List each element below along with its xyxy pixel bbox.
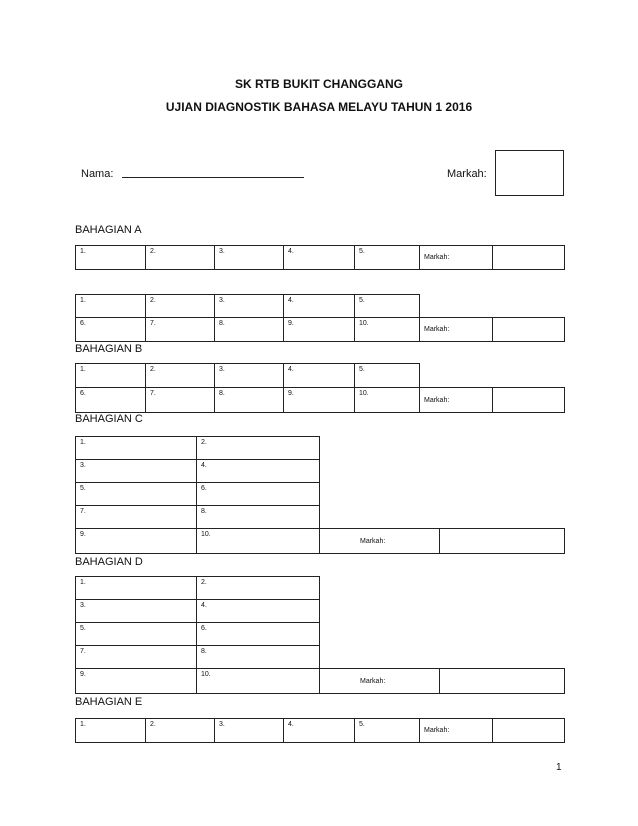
answer-cell[interactable]: 7. — [76, 506, 197, 529]
exam-title: UJIAN DIAGNOSTIK BAHASA MELAYU TAHUN 1 2016 — [165, 100, 473, 114]
answer-cell[interactable]: 4. — [284, 364, 355, 388]
section-mark-box[interactable] — [493, 719, 565, 743]
answer-cell[interactable]: 4. — [284, 246, 355, 270]
answer-cell[interactable]: 8. — [197, 506, 320, 529]
answer-cell[interactable]: 2. — [146, 295, 215, 318]
answer-cell[interactable]: 8. — [215, 388, 284, 413]
answer-cell[interactable]: 1. — [76, 577, 197, 600]
answer-cell[interactable]: 5. — [355, 295, 420, 318]
section-mark-label: Markah: — [420, 388, 493, 413]
answer-cell[interactable]: 8. — [215, 318, 284, 342]
section-d-table — [75, 576, 565, 694]
answer-cell[interactable]: 3. — [76, 600, 197, 623]
answer-cell[interactable]: 10. — [355, 388, 420, 413]
answer-cell[interactable]: 9. — [284, 318, 355, 342]
answer-cell[interactable]: 1. — [76, 364, 146, 388]
answer-cell[interactable]: 3. — [215, 719, 284, 743]
answer-cell[interactable]: 5. — [76, 623, 197, 646]
answer-cell[interactable]: 5. — [76, 483, 197, 506]
answer-cell[interactable]: 4. — [197, 600, 320, 623]
answer-cell[interactable]: 5. — [355, 246, 420, 270]
section-a-table — [75, 245, 565, 270]
page-number: 1 — [556, 762, 562, 773]
total-mark-label: Markah: — [447, 168, 487, 180]
section-mark-box[interactable] — [440, 529, 565, 554]
answer-cell[interactable]: 2. — [146, 719, 215, 743]
answer-cell[interactable]: 6. — [76, 318, 146, 342]
answer-cell[interactable]: 2. — [197, 437, 320, 460]
section-e-table — [75, 718, 565, 743]
answer-cell[interactable]: 8. — [197, 646, 320, 669]
answer-cell[interactable]: 3. — [76, 460, 197, 483]
answer-cell[interactable]: 5. — [355, 364, 420, 388]
section-mark-box[interactable] — [493, 246, 565, 270]
answer-cell[interactable]: 5. — [355, 719, 420, 743]
section-d-heading: BAHAGIAN D — [75, 556, 143, 568]
answer-cell[interactable]: 10. — [197, 529, 320, 554]
section-mark-label: Markah: — [420, 318, 493, 342]
section-b-heading: BAHAGIAN B — [75, 343, 143, 355]
answer-cell[interactable]: 10. — [197, 669, 320, 694]
name-line[interactable] — [122, 177, 304, 178]
answer-cell[interactable]: 9. — [284, 388, 355, 413]
section-mark-box[interactable] — [440, 669, 565, 694]
answer-cell[interactable]: 2. — [146, 246, 215, 270]
answer-cell[interactable]: 6. — [76, 388, 146, 413]
name-label: Nama: — [81, 168, 114, 180]
answer-cell[interactable]: 10. — [355, 318, 420, 342]
answer-cell[interactable]: 7. — [146, 388, 215, 413]
section-mark-label: Markah: — [320, 669, 440, 694]
answer-cell[interactable]: 9. — [76, 669, 197, 694]
answer-cell[interactable]: 6. — [197, 483, 320, 506]
answer-cell[interactable]: 3. — [215, 246, 284, 270]
answer-cell[interactable]: 6. — [197, 623, 320, 646]
section-mark-label: Markah: — [420, 719, 493, 743]
section-c-table — [75, 436, 565, 554]
section-mark-label: Markah: — [320, 529, 440, 554]
answer-cell[interactable]: 7. — [76, 646, 197, 669]
section-b-table — [75, 363, 565, 413]
total-mark-box[interactable] — [495, 150, 564, 196]
answer-cell[interactable]: 1. — [76, 719, 146, 743]
answer-cell[interactable]: 3. — [215, 295, 284, 318]
answer-cell[interactable]: 4. — [197, 460, 320, 483]
section-a2-table — [75, 294, 565, 342]
answer-cell[interactable]: 1. — [76, 437, 197, 460]
answer-cell[interactable]: 1. — [76, 246, 146, 270]
answer-cell[interactable]: 2. — [146, 364, 215, 388]
section-mark-box[interactable] — [493, 318, 565, 342]
answer-cell[interactable]: 7. — [146, 318, 215, 342]
answer-cell[interactable]: 1. — [76, 295, 146, 318]
section-c-heading: BAHAGIAN C — [75, 413, 143, 425]
section-e-heading: BAHAGIAN E — [75, 696, 143, 708]
school-title: SK RTB BUKIT CHANGGANG — [235, 77, 403, 91]
section-mark-label: Markah: — [420, 246, 493, 270]
section-mark-box[interactable] — [493, 388, 565, 413]
answer-cell[interactable]: 4. — [284, 295, 355, 318]
answer-cell[interactable]: 3. — [215, 364, 284, 388]
answer-cell[interactable]: 2. — [197, 577, 320, 600]
answer-cell[interactable]: 9. — [76, 529, 197, 554]
section-a-heading: BAHAGIAN A — [75, 224, 142, 236]
answer-cell[interactable]: 4. — [284, 719, 355, 743]
